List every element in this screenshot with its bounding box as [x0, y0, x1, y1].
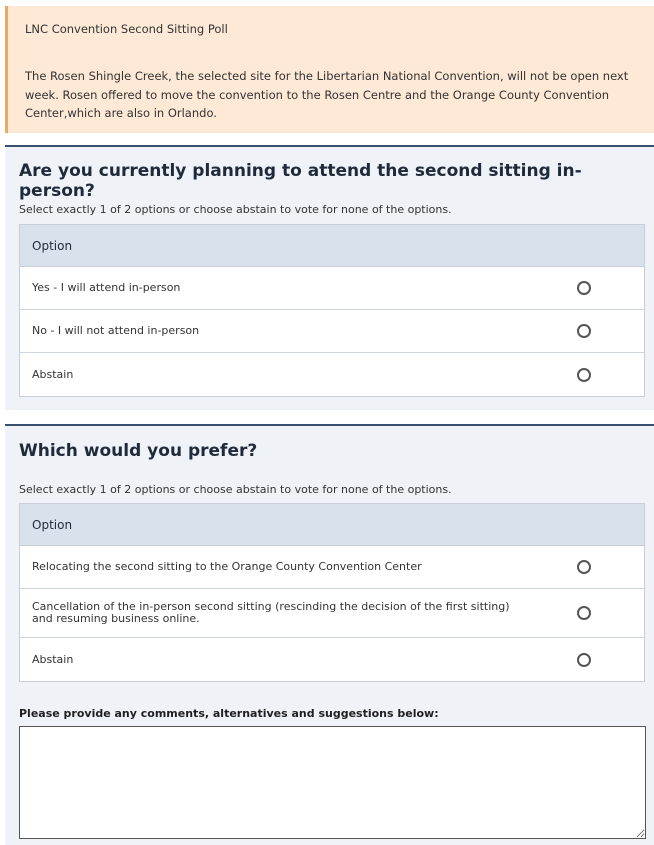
option-row-no[interactable]	[20, 310, 644, 353]
options-header: Option	[20, 225, 644, 267]
question-title: Are you currently planning to attend the second sitting in-person?	[19, 161, 582, 201]
question-2	[5, 424, 654, 845]
question-instructions: Select exactly 1 of 2 options or choose abstain to vote for none of the options.	[19, 203, 452, 216]
option-row-relocate[interactable]	[20, 546, 644, 589]
poll-title: LNC Convention Second Sitting Poll	[25, 22, 228, 36]
option-label: Cancellation of the in-person second sitting (rescinding the decision of the first sitting) and resuming business online.	[32, 600, 510, 625]
radio-button[interactable]	[577, 281, 591, 295]
option-label: Abstain	[32, 652, 74, 666]
question-instructions: Select exactly 1 of 2 options or choose abstain to vote for none of the options.	[19, 483, 452, 496]
radio-button[interactable]	[577, 606, 591, 620]
option-label: Yes - I will attend in-person	[32, 281, 181, 294]
question-1	[5, 145, 654, 410]
option-label: Abstain	[32, 367, 74, 381]
option-row-cancel[interactable]	[20, 589, 644, 638]
comments-label: Please provide any comments, alternatives and suggestions below:	[19, 707, 439, 720]
radio-button[interactable]	[577, 324, 591, 338]
question-title: Which would you prefer?	[19, 441, 258, 461]
poll-description: The Rosen Shingle Creek, the selected site for the Libertarian National Convention, will not be open next week. Rosen offered to move the convention to the Rosen Centre and the Orange County Convention Center,which are also in Orlando.	[25, 69, 629, 120]
poll-notice	[5, 6, 654, 133]
option-row-abstain[interactable]	[20, 638, 644, 681]
radio-button[interactable]	[577, 560, 591, 574]
option-label: Relocating the second sitting to the Orange County Convention Center	[32, 560, 422, 573]
comments-textarea[interactable]	[19, 726, 646, 839]
option-label: No - I will not attend in-person	[32, 324, 200, 337]
radio-button[interactable]	[577, 653, 591, 667]
option-row-yes[interactable]	[20, 267, 644, 310]
radio-button[interactable]	[577, 368, 591, 382]
option-row-abstain[interactable]	[20, 353, 644, 396]
options-table	[19, 503, 645, 682]
options-header: Option	[20, 504, 644, 546]
options-table	[19, 224, 645, 397]
